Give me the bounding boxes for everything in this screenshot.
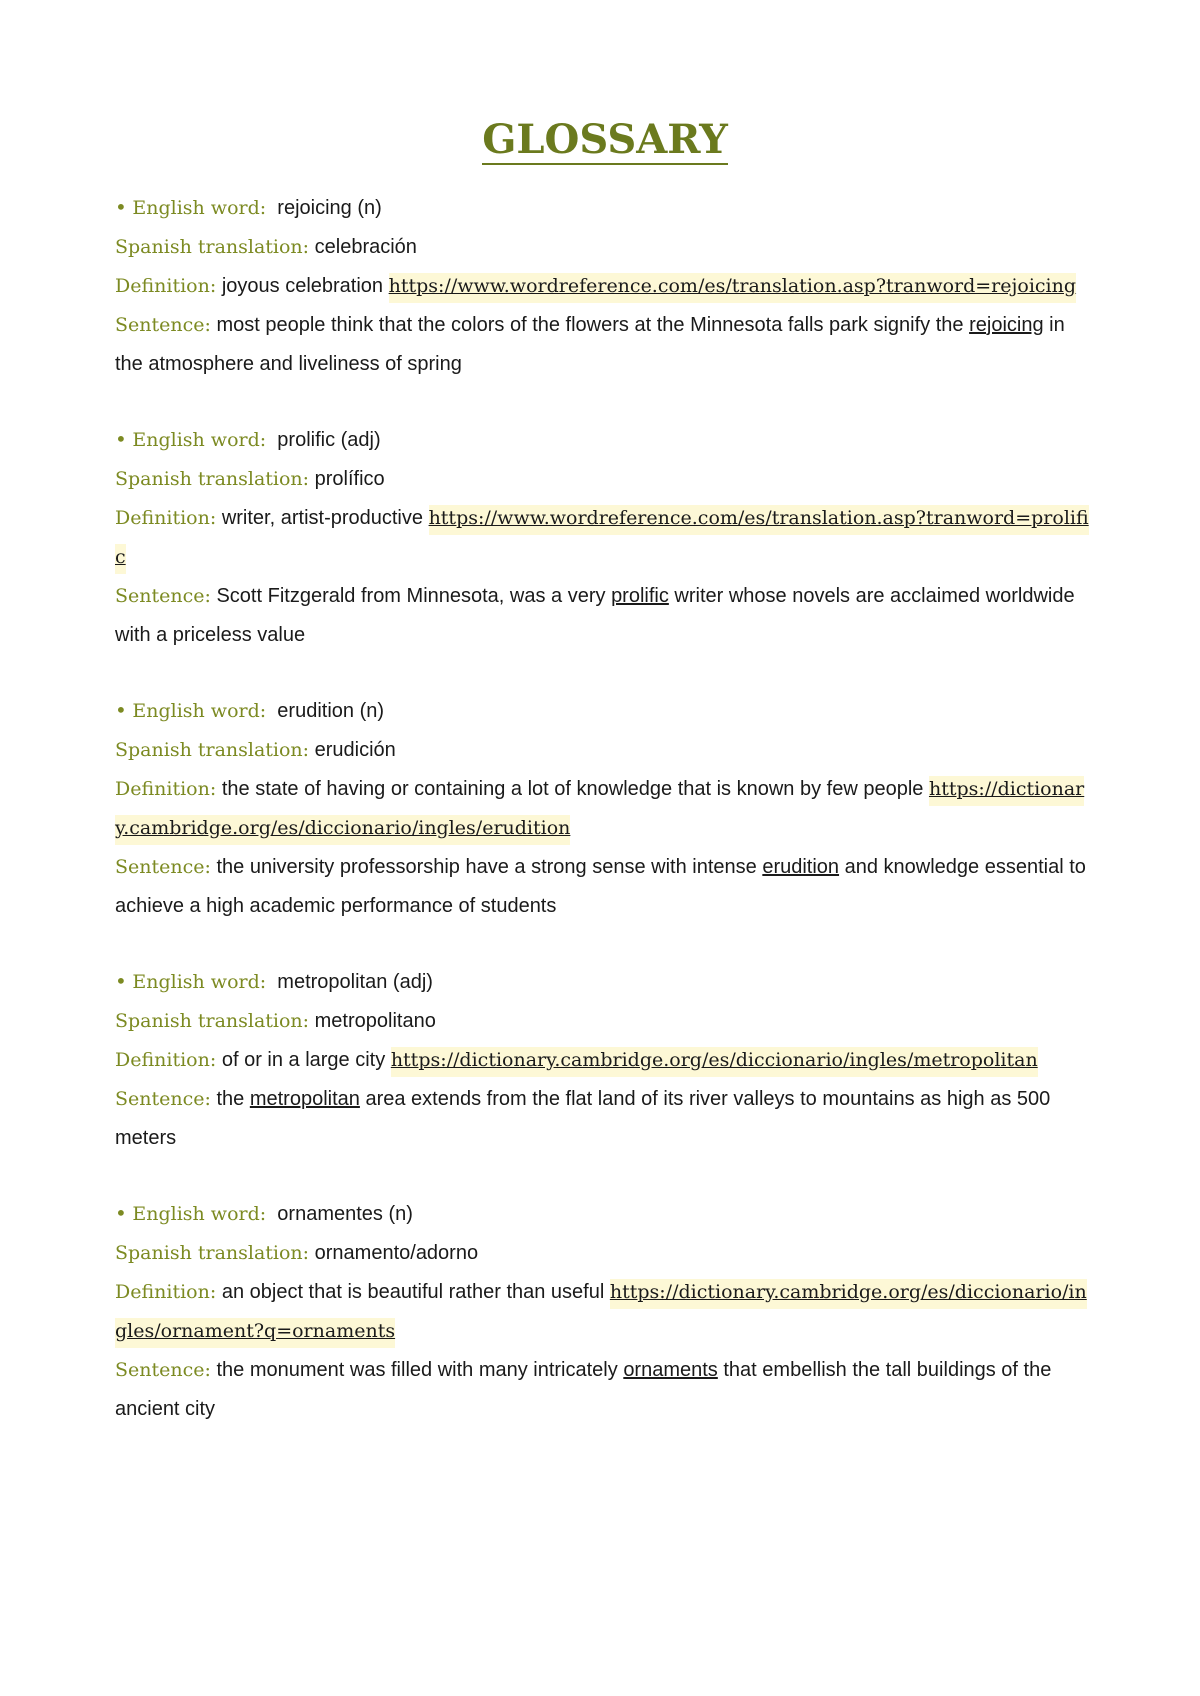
definition-link[interactable]: https://dictionary.cambridge.org/es/diccionario/ingles/erudition	[115, 776, 1084, 845]
sentence-line	[115, 1351, 1095, 1429]
spanish-translation-label: Spanish translation:	[115, 1010, 310, 1032]
spanish-translation-line	[115, 1234, 1095, 1273]
spanish-translation-label: Spanish translation:	[115, 739, 310, 761]
sentence-label: Sentence:	[115, 585, 211, 607]
bullet-icon: •	[115, 1201, 127, 1225]
spanish-translation-value: prolífico	[314, 468, 385, 490]
definition-link[interactable]: https://www.wordreference.com/es/translation.asp?tranword=rejoicing	[389, 273, 1076, 303]
english-word-value: prolific (adj)	[277, 429, 381, 451]
sentence-text-after: and knowledge essential to achieve a high academic performance of students	[115, 856, 1086, 917]
glossary-entry	[115, 962, 1095, 1158]
glossary-entry	[115, 188, 1095, 384]
glossary-entry	[115, 691, 1095, 926]
english-word-line	[115, 691, 1095, 731]
sentence-keyword: rejoicing	[969, 314, 1044, 336]
spanish-translation-line	[115, 460, 1095, 499]
english-word-label: English word:	[132, 1203, 267, 1225]
bullet-icon: •	[115, 698, 127, 722]
english-word-line	[115, 1194, 1095, 1234]
spanish-translation-value: celebración	[314, 236, 417, 258]
definition-value: an object that is beautiful rather than useful	[221, 1281, 610, 1303]
definition-value: joyous celebration	[221, 275, 384, 297]
definition-line	[115, 1273, 1095, 1351]
sentence-label: Sentence:	[115, 314, 211, 336]
sentence-text-after: in the atmosphere and liveliness of spring	[115, 314, 1065, 375]
spanish-translation-label: Spanish translation:	[115, 236, 310, 258]
definition-line	[115, 1041, 1095, 1080]
sentence-label: Sentence:	[115, 1359, 211, 1381]
sentence-label: Sentence:	[115, 856, 211, 878]
definition-link[interactable]: https://dictionary.cambridge.org/es/diccionario/ingles/metropolitan	[391, 1047, 1038, 1077]
definition-line	[115, 770, 1095, 848]
sentence-line	[115, 1080, 1095, 1158]
spanish-translation-label: Spanish translation:	[115, 468, 310, 490]
sentence-text-before: most people think that the colors of the flowers at the Minnesota falls park signify the	[216, 314, 970, 336]
sentence-keyword: metropolitan	[249, 1088, 360, 1110]
spanish-translation-line	[115, 731, 1095, 770]
english-word-line	[115, 420, 1095, 460]
english-word-value: ornamentes (n)	[277, 1203, 413, 1225]
english-word-label: English word:	[132, 971, 267, 993]
definition-link[interactable]: https://www.wordreference.com/es/translation.asp?tranword=prolific	[115, 505, 1089, 574]
english-word-label: English word:	[132, 197, 267, 219]
definition-label: Definition:	[115, 1049, 217, 1071]
sentence-line	[115, 306, 1095, 384]
spanish-translation-value: metropolitano	[314, 1010, 436, 1032]
sentence-keyword: prolific	[611, 585, 669, 607]
glossary-list	[115, 188, 1095, 1429]
english-word-label: English word:	[132, 700, 267, 722]
sentence-text-before: Scott Fitzgerald from Minnesota, was a very	[216, 585, 612, 607]
sentence-text-before: the monument was filled with many intricately	[216, 1359, 624, 1381]
page-title-text: GLOSSARY	[482, 116, 728, 163]
definition-value: the state of having or containing a lot of knowledge that is known by few people	[221, 778, 924, 800]
page-title	[115, 112, 1095, 168]
spanish-translation-line	[115, 1002, 1095, 1041]
bullet-icon: •	[115, 427, 127, 451]
definition-value: of or in a large city	[221, 1049, 386, 1071]
sentence-keyword: ornaments	[623, 1359, 718, 1381]
english-word-line	[115, 188, 1095, 228]
definition-line	[115, 499, 1095, 577]
sentence-text-after: area extends from the flat land of its river valleys to mountains as high as 500 meters	[115, 1088, 1051, 1149]
glossary-entry	[115, 420, 1095, 655]
sentence-label: Sentence:	[115, 1088, 211, 1110]
sentence-text-after: that embellish the tall buildings of the ancient city	[115, 1359, 1052, 1420]
spanish-translation-label: Spanish translation:	[115, 1242, 310, 1264]
definition-label: Definition:	[115, 778, 217, 800]
english-word-value: metropolitan (adj)	[277, 971, 433, 993]
definition-value: writer, artist-productive	[221, 507, 423, 529]
sentence-text-before: the university professorship have a strong sense with intense	[216, 856, 763, 878]
sentence-text-after: writer whose novels are acclaimed worldwide with a priceless value	[115, 585, 1075, 646]
english-word-label: English word:	[132, 429, 267, 451]
english-word-line	[115, 962, 1095, 1002]
definition-label: Definition:	[115, 275, 217, 297]
sentence-line	[115, 577, 1095, 655]
spanish-translation-value: ornamento/adorno	[314, 1242, 479, 1264]
sentence-keyword: erudition	[762, 856, 840, 878]
definition-link[interactable]: https://dictionary.cambridge.org/es/diccionario/ingles/ornament?q=ornaments	[115, 1279, 1087, 1348]
sentence-text-before: the	[216, 1088, 250, 1110]
glossary-entry	[115, 1194, 1095, 1429]
bullet-icon: •	[115, 969, 127, 993]
spanish-translation-line	[115, 228, 1095, 267]
english-word-value: erudition (n)	[277, 700, 385, 722]
english-word-value: rejoicing (n)	[277, 197, 382, 219]
definition-label: Definition:	[115, 1281, 217, 1303]
definition-line	[115, 267, 1095, 306]
definition-label: Definition:	[115, 507, 217, 529]
sentence-line	[115, 848, 1095, 926]
bullet-icon: •	[115, 195, 127, 219]
spanish-translation-value: erudición	[314, 739, 396, 761]
